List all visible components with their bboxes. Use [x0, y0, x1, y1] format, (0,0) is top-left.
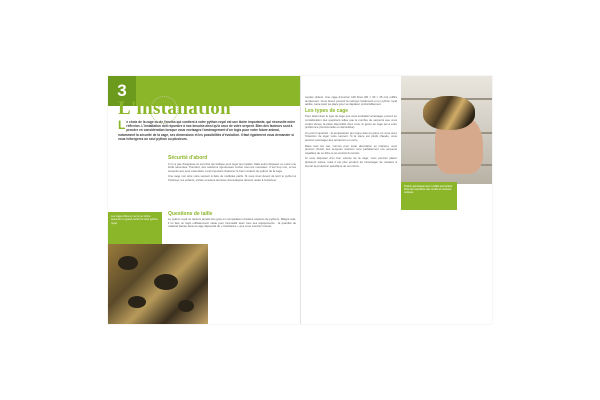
lead-text: e choix de la cage ou de l'enclos qui contient à votre python royal est une tâche importante, qui nécessite mûre réflexion. L'installation doit répondre à nos besoins ainsi qu'à ceux de votre serpent. Bien des facteurs sont à prendre en considération lorsque vous envisagez l'aménagement d'un logis pour votre future animal, notamment la sécurité de la cage, ses dimensions et les possibilités d'évolution. Il faut également vous demander si vous hébergerez un seul python ou plusieurs.	[118, 120, 296, 141]
right-page	[301, 76, 492, 324]
chapter-title: L'installation	[118, 98, 231, 119]
photo-caption-left: Les cages dites en verre ou vitrine assurent un grand confort à votre python royal.	[108, 212, 162, 244]
paragraph: roudes obtient. Une cage d'environ 100 litres (90 × 30 × 45 cm) suffira amplement. Vous devez pouvoir la nettoyer facilement et un python royal adulte, toute avoir sa place pour se déplacer confortablement.	[305, 95, 397, 107]
paragraph: Il n'y a pas d'angoisse ici est chiot qui trafique pour loger les reptiles. Mais selon disposez en outre une boîte sécurisée. Pourtant, des solutions rigoureuses cocher tous les nouveaux. C'est trop non, et les serpents aux pour essentiels, il est important d'assurer le bien contient de python de la cage.	[168, 161, 296, 173]
paragraph: Dans tous les cas, comme pour toute décoration en intérieur, vous pourrez choisir des serpents vivarium sont parfaitement vos serpents capables de se fiche à cet endroit du terrain.	[305, 143, 397, 155]
left-column	[168, 154, 296, 231]
lead-paragraph	[118, 120, 296, 141]
paragraph: Si vous disposez d'un bon volume de la cage, vous pourrez placer plusieurs sortes, mais il est plus prudent de l'aménager de manière à fournir la protection spécifique de son choix.	[305, 156, 397, 168]
snake-photo-left	[108, 244, 208, 324]
paragraph: Un point important : la température qui règne dans la pièce où vous avez l'intention de loger votre serpent. Si la pièce est plutôt chaude, vous pourrez aménager des terrariums en verre.	[305, 130, 397, 142]
drop-cap: L	[118, 118, 126, 132]
heading-security: Sécurité d'abord	[168, 155, 208, 161]
paragraph: Le python royal ne devient jamais très gros en comparaison d'autres espèces de pythons. Malgré cela, il lui faut un logis suffisamment vaste pour l'accueillir avec tous ses équipements : la quantité de matériel placée dans la cage dépendra de « l'ambiance » que vous voudrez recréer.	[168, 217, 296, 229]
snake-image	[423, 96, 475, 130]
heading-size: Questions de taille	[168, 210, 213, 217]
heading-types: Les types de cage	[305, 107, 349, 114]
paragraph: Pour déterminer le type de cage que vous souhaitez aménager, prenez en considération des questions telles que le nombre de serpents que vous voulez élever, la place disponible chez vous, le genre de cage qui a votre préférence (fonctionnelle ou décorative).	[305, 114, 397, 130]
chapter-number: 3	[117, 81, 127, 100]
right-column	[305, 96, 397, 170]
photo-caption-right: Python génétiquement modifié permettant ainsi de reproduire des motifs et couleurs uniques.	[401, 182, 457, 210]
book-spread	[108, 76, 492, 324]
snake-photo-right	[401, 76, 492, 184]
left-page	[108, 76, 300, 324]
paragraph: Une cage non sûre votre serpent à faire de multiples périls. Si vous vivez devez de tenir le python à l'intérieur, les enfants, invités et autres animaux domestiques doivent rester à l'extérieur.	[168, 174, 296, 182]
